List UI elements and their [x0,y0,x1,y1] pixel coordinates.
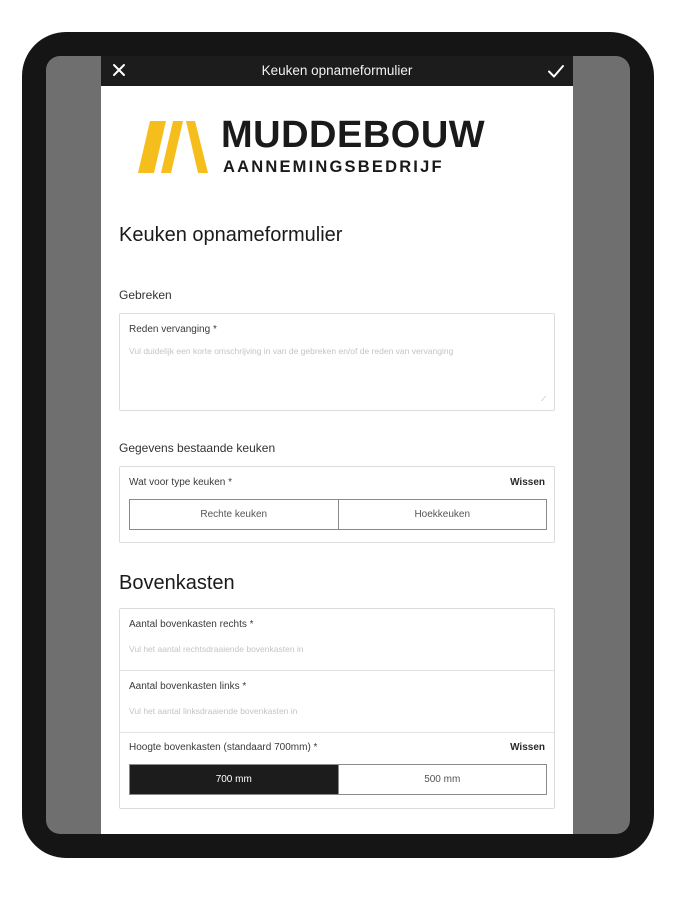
hoogte-bovenkasten-label: Hoogte bovenkasten (standaard 700mm) * [129,742,318,753]
form-title: Keuken opnameformulier [119,224,343,246]
top-bar [101,56,573,86]
logo-tagline: AANNEMINGSBEDRIJF [223,158,444,176]
bovenkasten-links-label: Aantal bovenkasten links * [129,681,247,692]
bovenkasten-rechts-label: Aantal bovenkasten rechts * [129,619,254,630]
reden-vervanging-placeholder: Vul duidelijk een korte omschrijving in van de gebreken en/of de reden van vervanging [129,346,454,356]
hoogte-segmented-control [129,764,547,795]
type-keuken-segmented-control [129,499,547,530]
hoogte-clear-button[interactable]: Wissen [510,742,545,753]
logo-brand-name: MUDDEBOUW [221,114,486,156]
type-keuken-clear-button[interactable]: Wissen [510,477,545,488]
textarea-resize-icon[interactable]: ⟋ [541,396,546,403]
reden-vervanging-label: Reden vervanging * [129,324,217,335]
bovenkasten-title: Bovenkasten [119,572,235,594]
top-bar-title: Keuken opnameformulier [261,63,413,78]
divider [120,732,554,733]
section-bestaande-label: Gegevens bestaande keuken [119,441,276,455]
option-rechte-keuken[interactable]: Rechte keuken [200,509,268,520]
bovenkasten-rechts-input[interactable]: Vul het aantal rechtsdraaiende bovenkasten in [129,644,304,654]
option-hoekkeuken[interactable]: Hoekkeuken [338,500,547,529]
type-keuken-label: Wat voor type keuken * [129,477,233,488]
bovenkasten-links-input[interactable]: Vul het aantal linksdraaiende bovenkasten in [129,706,298,716]
type-keuken-field [119,466,555,543]
company-logo [137,116,537,180]
option-700mm[interactable]: 700 mm [130,765,338,794]
form-app [101,56,573,834]
logo-mark-icon [137,119,209,175]
bovenkasten-card [119,608,555,809]
section-gebreken-label: Gebreken [119,288,172,302]
reden-vervanging-field[interactable] [119,313,555,411]
divider [120,670,554,671]
checkmark-icon[interactable] [545,60,567,82]
option-500mm[interactable]: 500 mm [338,765,547,794]
